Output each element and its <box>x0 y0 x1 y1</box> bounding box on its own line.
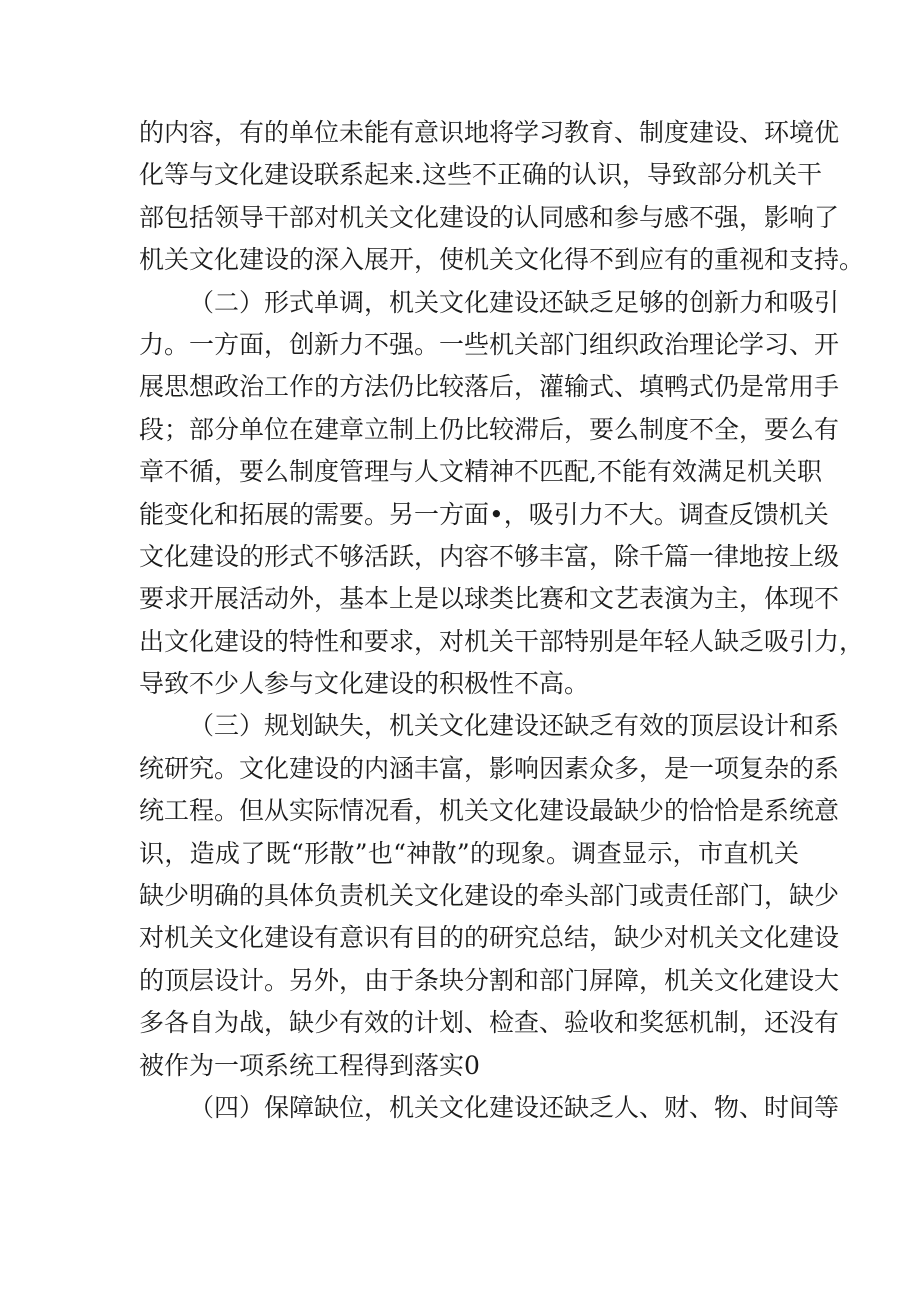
text-line: 的内容，有的单位未能有意识地将学习教育、制度建设、环境优 <box>139 118 840 147</box>
document-body <box>139 112 865 1129</box>
text-line: 的顶层设计。另外，由于条块分割和部门屏障，机关文化建设大 <box>139 965 840 995</box>
paragraph-3 <box>139 705 840 1087</box>
paragraph-4 <box>139 1087 840 1129</box>
paragraph-1 <box>139 112 865 282</box>
text-line: 出文化建设的特性和要求，对机关干部特别是年轻人缺乏吸引力， <box>139 626 865 656</box>
text-line: 对机关文化建设有意识有目的的研究总结，缺少对机关文化建设 <box>139 923 840 953</box>
text-line: 导致不少人参与文化建设的积极性不高。 <box>139 669 590 699</box>
text-line: （二）形式单调，机关文化建设还缺乏足够的创新力和吸引 <box>189 287 840 317</box>
paragraph-2 <box>139 282 865 706</box>
text-line: 化等与文化建设联系起来.这些不正确的认识，导致部分机关干 <box>139 160 822 190</box>
text-line: 展思想政治工作的方法仍比较落后，灌输式、填鸭式仍是常用手 <box>139 372 840 402</box>
text-line: 被作为一项系统工程得到落实0 <box>139 1050 480 1080</box>
text-line: 统研究。文化建设的内涵丰富，影响因素众多，是一项复杂的系 <box>139 753 840 783</box>
text-line: 要求开展活动外，基本上是以球类比赛和文艺表演为主，体现不 <box>139 584 840 614</box>
text-line: 缺少明确的具体负责机关文化建设的牵头部门或责任部门，缺少 <box>139 881 840 911</box>
text-line: 能变化和拓展的需要。另一方面•，吸引力不大。调查反馈机关 <box>139 499 829 529</box>
text-line: 段；部分单位在建章立制上仍比较滞后，要么制度不全，要么有 <box>139 414 840 444</box>
text-line: 力。一方面，创新力不强。一些机关部门组织政治理论学习、开 <box>139 329 840 359</box>
text-line: （四）保障缺位，机关文化建设还缺乏人、财、物、时间等 <box>189 1092 840 1122</box>
text-line: 识，造成了既“形散”也“神散”的现象。调查显示，市直机关 <box>139 838 799 868</box>
text-line: 机关文化建设的深入展开，使机关文化得不到应有的重视和支持。 <box>139 245 865 275</box>
text-line: 文化建设的形式不够活跃，内容不够丰富，除千篇一律地按上级 <box>139 541 840 571</box>
text-line: 统工程。但从实际情况看，机关文化建设最缺少的恰恰是系统意 <box>139 796 840 826</box>
text-line: （三）规划缺失，机关文化建设还缺乏有效的顶层设计和系 <box>189 711 840 741</box>
text-line: 章不循，要么制度管理与人文精神不匹配,不能有效满足机关职 <box>139 457 822 487</box>
text-line: 部包括领导干部对机关文化建设的认同感和参与感不强，影响了 <box>139 202 840 232</box>
text-line: 多各自为战，缺少有效的计划、检查、验收和奖惩机制，还没有 <box>139 1008 840 1038</box>
